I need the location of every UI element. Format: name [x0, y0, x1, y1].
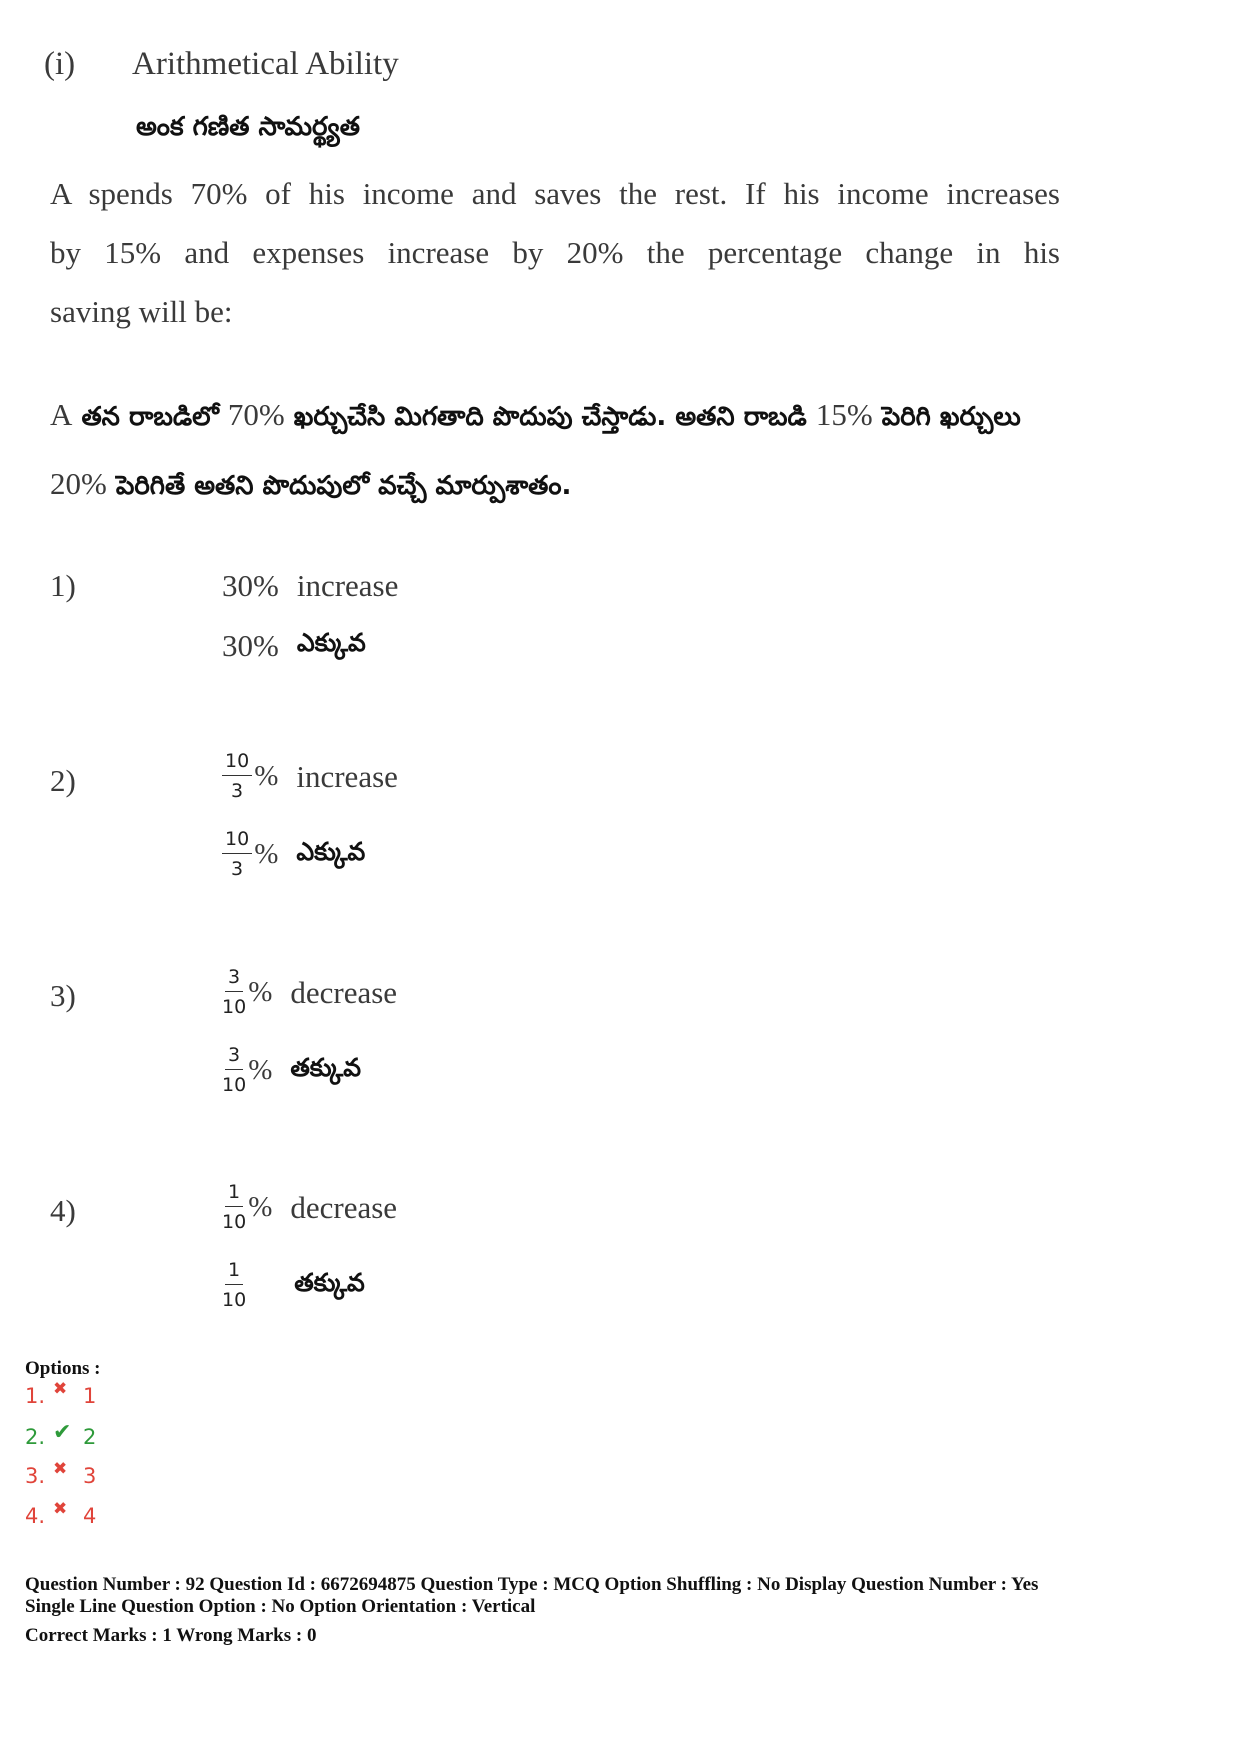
answer-option-2: 2. ✔ 2: [25, 1420, 97, 1449]
option-3-telugu: $\frac{3}{10}$ % తక్కువ: [222, 1044, 361, 1096]
section-title: Arithmetical Ability: [132, 46, 399, 82]
question-text-line-2: by 15% and expenses increase by 20% the percentage change in his: [50, 235, 1060, 270]
option-4-english: $\frac{1}{10}$ % decrease: [222, 1181, 398, 1233]
question-text-line-1: A spends 70% of his income and saves the rest. If his income increases: [50, 176, 1060, 211]
option-2-number: 2): [50, 763, 76, 798]
fraction: $\frac{3}{10}$: [222, 1044, 247, 1096]
option-3-english: $\frac{3}{10}$ % decrease: [222, 966, 398, 1018]
question-text-line-3: saving will be:: [50, 294, 233, 329]
option-2-english: $\frac{10}{3}$ % increase: [222, 752, 398, 801]
section-title-telugu: అంక గణిత సామర్థ్యత: [136, 112, 360, 142]
options-label: Options :: [25, 1358, 101, 1379]
answer-option-4: 4. ✖ 4: [25, 1499, 97, 1528]
cross-icon: ✖: [53, 1379, 68, 1399]
option-3-number: 3): [50, 978, 76, 1013]
check-icon: ✔: [53, 1420, 72, 1445]
question-meta-line-1: Question Number : 92 Question Id : 6672694875 Question Type : MCQ Option Shuffling : No Display Question Number : Yes: [25, 1574, 1039, 1595]
fraction: $\frac{1}{10}$: [222, 1181, 247, 1233]
option-1-telugu: 30% ఎక్కువ: [222, 628, 366, 663]
fraction: $\frac{3}{10}$: [222, 966, 247, 1018]
question-meta-line-3: Correct Marks : 1 Wrong Marks : 0: [25, 1625, 317, 1646]
answer-option-1: 1. ✖ 1: [25, 1379, 97, 1408]
cross-icon: ✖: [53, 1499, 68, 1519]
option-4-number: 4): [50, 1193, 76, 1228]
question-meta-line-2: Single Line Question Option : No Option Orientation : Vertical: [25, 1596, 536, 1617]
option-1-number: 1): [50, 568, 76, 603]
cross-icon: ✖: [53, 1459, 68, 1479]
section-number: (i): [44, 46, 76, 82]
fraction: $\frac{10}{3}$: [222, 752, 252, 801]
fraction: $\frac{10}{3}$: [222, 830, 252, 879]
fraction: $\frac{1}{10}$: [222, 1259, 247, 1311]
option-2-telugu: $\frac{10}{3}$ % ఎక్కువ: [222, 830, 365, 879]
question-telugu-line-2: 20% పెరిగితే అతని పొదుపులో వచ్చే మార్పుశాతం.: [50, 466, 572, 501]
option-1-english: 30% increase: [222, 568, 399, 603]
option-4-telugu: $\frac{1}{10}$ తక్కువ: [222, 1259, 365, 1311]
question-telugu-line-1: A తన రాబడిలో 70% ఖర్చుచేసి మిగతాది పొదుపు చేస్తాడు. అతని రాబడి 15% పెరిగి ఖర్చులు: [50, 397, 1021, 432]
answer-option-3: 3. ✖ 3: [25, 1459, 97, 1488]
